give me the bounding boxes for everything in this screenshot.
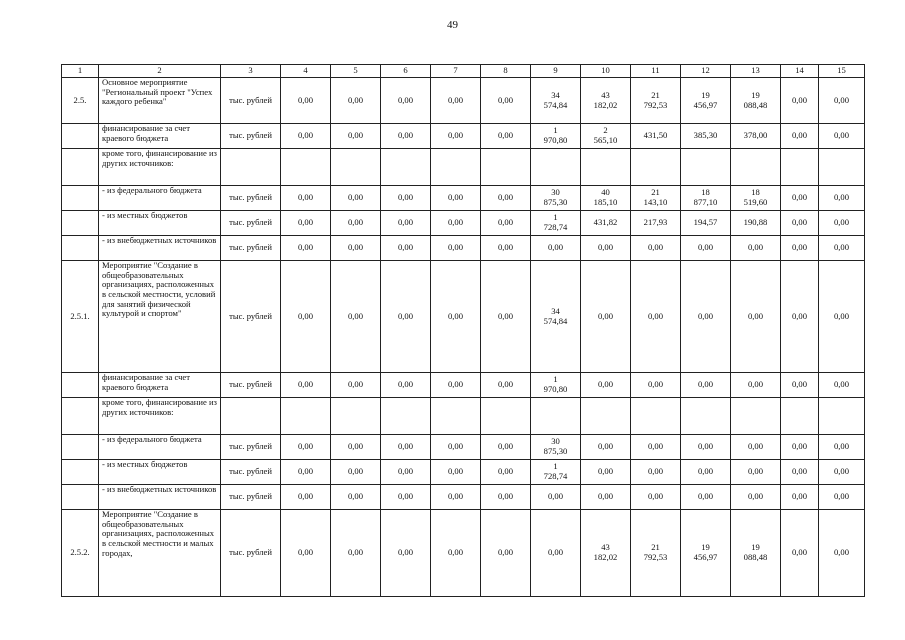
value-cell: 0,00 <box>681 460 731 485</box>
value-cell: 30 875,30 <box>531 186 581 211</box>
value-cell: 0,00 <box>781 124 819 149</box>
value-cell: 0,00 <box>781 211 819 236</box>
value-cell: 0,00 <box>281 78 331 124</box>
table-row <box>62 485 865 510</box>
value-cell: 0,00 <box>331 373 381 398</box>
value-cell: 0,00 <box>531 485 581 510</box>
value-cell: 0,00 <box>581 460 631 485</box>
value-cell: 0,00 <box>381 460 431 485</box>
row-number-cell <box>62 435 99 460</box>
value-cell: 0,00 <box>281 460 331 485</box>
unit-cell: тыс. рублей <box>221 78 281 124</box>
value-cell: 0,00 <box>819 78 865 124</box>
value-cell: 43 182,02 <box>581 78 631 124</box>
table-row <box>62 186 865 211</box>
value-cell: 0,00 <box>381 124 431 149</box>
header-cell: 3 <box>221 65 281 78</box>
value-cell: 19 088,48 <box>731 510 781 597</box>
row-number-cell: 2.5.2. <box>62 510 99 597</box>
value-cell: 0,00 <box>481 373 531 398</box>
value-cell: 0,00 <box>281 236 331 261</box>
value-cell: 0,00 <box>819 124 865 149</box>
header-cell: 7 <box>431 65 481 78</box>
value-cell: 0,00 <box>431 435 481 460</box>
value-cell: 0,00 <box>631 460 681 485</box>
row-number-cell <box>62 149 99 186</box>
value-cell <box>431 398 481 435</box>
value-cell: 0,00 <box>681 435 731 460</box>
header-cell: 14 <box>781 65 819 78</box>
row-name-cell: - из местных бюджетов <box>99 211 221 236</box>
value-cell <box>731 398 781 435</box>
value-cell: 0,00 <box>381 485 431 510</box>
value-cell: 0,00 <box>481 510 531 597</box>
value-cell: 190,88 <box>731 211 781 236</box>
value-cell <box>781 398 819 435</box>
value-cell: 0,00 <box>731 435 781 460</box>
row-name-cell: финансирование за счет краевого бюджета <box>99 124 221 149</box>
table-row <box>62 261 865 373</box>
value-cell: 0,00 <box>331 485 381 510</box>
table-row <box>62 398 865 435</box>
value-cell: 385,30 <box>681 124 731 149</box>
value-cell: 0,00 <box>331 435 381 460</box>
value-cell: 0,00 <box>331 510 381 597</box>
value-cell: 0,00 <box>819 435 865 460</box>
value-cell: 0,00 <box>819 373 865 398</box>
value-cell: 2 565,10 <box>581 124 631 149</box>
value-cell <box>819 398 865 435</box>
header-cell: 8 <box>481 65 531 78</box>
value-cell: 0,00 <box>781 261 819 373</box>
value-cell: 0,00 <box>581 485 631 510</box>
value-cell <box>431 149 481 186</box>
value-cell: 0,00 <box>281 124 331 149</box>
value-cell: 0,00 <box>731 261 781 373</box>
row-name-cell: Основное мероприятие "Региональный проект "Успех каждого ребенка" <box>99 78 221 124</box>
unit-cell: тыс. рублей <box>221 236 281 261</box>
value-cell: 0,00 <box>431 211 481 236</box>
value-cell: 0,00 <box>681 236 731 261</box>
header-cell: 2 <box>99 65 221 78</box>
value-cell <box>681 149 731 186</box>
value-cell <box>819 149 865 186</box>
value-cell: 0,00 <box>381 435 431 460</box>
unit-cell: тыс. рублей <box>221 124 281 149</box>
row-number-cell <box>62 460 99 485</box>
row-number-cell <box>62 124 99 149</box>
value-cell: 0,00 <box>481 186 531 211</box>
value-cell: 34 574,84 <box>531 261 581 373</box>
unit-cell: тыс. рублей <box>221 186 281 211</box>
value-cell: 0,00 <box>281 510 331 597</box>
value-cell: 0,00 <box>381 211 431 236</box>
value-cell <box>381 398 431 435</box>
value-cell: 0,00 <box>781 435 819 460</box>
table-row <box>62 211 865 236</box>
value-cell: 0,00 <box>781 236 819 261</box>
value-cell: 0,00 <box>281 485 331 510</box>
value-cell: 0,00 <box>331 261 381 373</box>
table-row <box>62 78 865 124</box>
value-cell: 0,00 <box>431 485 481 510</box>
row-name-cell: Мероприятие "Создание в общеобразовательных организациях, расположенных в сельской местности, условий для занятий физической культурой и спортом" <box>99 261 221 373</box>
table-row <box>62 510 865 597</box>
table-row <box>62 149 865 186</box>
value-cell <box>331 398 381 435</box>
value-cell: 0,00 <box>381 510 431 597</box>
value-cell: 0,00 <box>481 211 531 236</box>
value-cell: 0,00 <box>431 373 481 398</box>
value-cell: 0,00 <box>281 435 331 460</box>
table-row <box>62 460 865 485</box>
value-cell: 0,00 <box>381 78 431 124</box>
row-name-cell: - из федерального бюджета <box>99 435 221 460</box>
value-cell: 0,00 <box>731 236 781 261</box>
value-cell: 0,00 <box>781 186 819 211</box>
value-cell: 0,00 <box>431 78 481 124</box>
value-cell: 0,00 <box>481 460 531 485</box>
value-cell <box>581 149 631 186</box>
value-cell: 0,00 <box>481 78 531 124</box>
row-name-cell: кроме того, финансирование из других источников: <box>99 398 221 435</box>
value-cell: 21 792,53 <box>631 78 681 124</box>
row-name-cell: - из федерального бюджета <box>99 186 221 211</box>
value-cell: 21 792,53 <box>631 510 681 597</box>
value-cell <box>581 398 631 435</box>
unit-cell: тыс. рублей <box>221 211 281 236</box>
unit-cell: тыс. рублей <box>221 510 281 597</box>
row-name-cell: - из внебюджетных источников <box>99 485 221 510</box>
value-cell: 34 574,84 <box>531 78 581 124</box>
value-cell: 431,82 <box>581 211 631 236</box>
row-name-cell: кроме того, финансирование из других источников: <box>99 149 221 186</box>
value-cell <box>631 149 681 186</box>
value-cell <box>481 149 531 186</box>
value-cell: 0,00 <box>581 435 631 460</box>
value-cell <box>381 149 431 186</box>
row-name-cell: финансирование за счет краевого бюджета <box>99 373 221 398</box>
value-cell: 0,00 <box>381 373 431 398</box>
value-cell: 0,00 <box>819 261 865 373</box>
table-row <box>62 373 865 398</box>
unit-cell <box>221 149 281 186</box>
value-cell: 0,00 <box>631 261 681 373</box>
value-cell: 0,00 <box>481 261 531 373</box>
header-cell: 15 <box>819 65 865 78</box>
value-cell: 0,00 <box>781 485 819 510</box>
value-cell: 19 088,48 <box>731 78 781 124</box>
value-cell: 0,00 <box>581 373 631 398</box>
unit-cell: тыс. рублей <box>221 373 281 398</box>
row-number-cell <box>62 236 99 261</box>
value-cell: 0,00 <box>631 485 681 510</box>
row-name-cell: - из местных бюджетов <box>99 460 221 485</box>
row-number-cell <box>62 373 99 398</box>
value-cell: 30 875,30 <box>531 435 581 460</box>
header-row <box>62 65 865 78</box>
row-number-cell: 2.5. <box>62 78 99 124</box>
header-cell: 10 <box>581 65 631 78</box>
value-cell <box>481 398 531 435</box>
row-number-cell <box>62 186 99 211</box>
value-cell: 19 456,97 <box>681 510 731 597</box>
header-cell: 1 <box>62 65 99 78</box>
row-number-cell <box>62 211 99 236</box>
header-cell: 6 <box>381 65 431 78</box>
value-cell: 0,00 <box>331 124 381 149</box>
value-cell: 0,00 <box>631 236 681 261</box>
value-cell: 0,00 <box>381 236 431 261</box>
value-cell: 0,00 <box>331 186 381 211</box>
value-cell <box>781 149 819 186</box>
value-cell: 0,00 <box>781 78 819 124</box>
value-cell <box>531 149 581 186</box>
value-cell: 1 970,80 <box>531 373 581 398</box>
value-cell: 0,00 <box>731 485 781 510</box>
value-cell: 0,00 <box>531 236 581 261</box>
row-number-cell: 2.5.1. <box>62 261 99 373</box>
value-cell: 0,00 <box>581 236 631 261</box>
header-cell: 4 <box>281 65 331 78</box>
value-cell: 0,00 <box>281 261 331 373</box>
header-cell: 5 <box>331 65 381 78</box>
value-cell: 0,00 <box>431 460 481 485</box>
value-cell: 0,00 <box>431 510 481 597</box>
value-cell: 0,00 <box>331 236 381 261</box>
row-name-cell: - из внебюджетных источников <box>99 236 221 261</box>
value-cell: 0,00 <box>381 261 431 373</box>
value-cell: 0,00 <box>681 485 731 510</box>
value-cell <box>331 149 381 186</box>
value-cell: 0,00 <box>631 373 681 398</box>
value-cell: 0,00 <box>781 460 819 485</box>
value-cell: 0,00 <box>531 510 581 597</box>
row-number-cell <box>62 485 99 510</box>
value-cell: 378,00 <box>731 124 781 149</box>
row-name-cell: Мероприятие "Создание в общеобразовательных организациях, расположенных в сельской местности и малых городах, <box>99 510 221 597</box>
value-cell: 0,00 <box>781 510 819 597</box>
value-cell: 0,00 <box>731 373 781 398</box>
value-cell: 0,00 <box>819 460 865 485</box>
table-body <box>62 65 865 597</box>
unit-cell: тыс. рублей <box>221 460 281 485</box>
table-row <box>62 435 865 460</box>
value-cell <box>281 398 331 435</box>
value-cell: 0,00 <box>481 435 531 460</box>
value-cell: 0,00 <box>819 211 865 236</box>
row-number-cell <box>62 398 99 435</box>
unit-cell <box>221 398 281 435</box>
value-cell: 0,00 <box>281 373 331 398</box>
unit-cell: тыс. рублей <box>221 485 281 510</box>
value-cell: 0,00 <box>281 186 331 211</box>
value-cell: 43 182,02 <box>581 510 631 597</box>
value-cell <box>681 398 731 435</box>
value-cell: 0,00 <box>431 186 481 211</box>
value-cell: 0,00 <box>331 460 381 485</box>
value-cell: 0,00 <box>281 211 331 236</box>
value-cell: 18 519,60 <box>731 186 781 211</box>
value-cell: 0,00 <box>781 373 819 398</box>
value-cell: 21 143,10 <box>631 186 681 211</box>
value-cell: 19 456,97 <box>681 78 731 124</box>
value-cell: 0,00 <box>581 261 631 373</box>
value-cell: 0,00 <box>481 236 531 261</box>
value-cell: 0,00 <box>431 124 481 149</box>
value-cell <box>281 149 331 186</box>
value-cell: 0,00 <box>819 485 865 510</box>
value-cell: 0,00 <box>681 373 731 398</box>
value-cell: 0,00 <box>819 510 865 597</box>
value-cell: 1 728,74 <box>531 460 581 485</box>
budget-table <box>61 64 865 597</box>
value-cell <box>731 149 781 186</box>
value-cell: 0,00 <box>819 186 865 211</box>
header-cell: 9 <box>531 65 581 78</box>
value-cell: 40 185,10 <box>581 186 631 211</box>
value-cell: 217,93 <box>631 211 681 236</box>
value-cell: 0,00 <box>681 261 731 373</box>
value-cell: 0,00 <box>431 236 481 261</box>
page-number: 49 <box>447 19 458 31</box>
header-cell: 11 <box>631 65 681 78</box>
value-cell: 18 877,10 <box>681 186 731 211</box>
value-cell: 0,00 <box>331 78 381 124</box>
unit-cell: тыс. рублей <box>221 261 281 373</box>
value-cell: 194,57 <box>681 211 731 236</box>
value-cell: 0,00 <box>331 211 381 236</box>
table-row <box>62 124 865 149</box>
value-cell: 431,50 <box>631 124 681 149</box>
value-cell: 0,00 <box>381 186 431 211</box>
header-cell: 12 <box>681 65 731 78</box>
value-cell <box>631 398 681 435</box>
unit-cell: тыс. рублей <box>221 435 281 460</box>
value-cell: 0,00 <box>819 236 865 261</box>
value-cell <box>531 398 581 435</box>
header-cell: 13 <box>731 65 781 78</box>
value-cell: 0,00 <box>731 460 781 485</box>
value-cell: 0,00 <box>481 124 531 149</box>
value-cell: 0,00 <box>431 261 481 373</box>
value-cell: 1 970,80 <box>531 124 581 149</box>
value-cell: 0,00 <box>481 485 531 510</box>
table-row <box>62 236 865 261</box>
value-cell: 0,00 <box>631 435 681 460</box>
value-cell: 1 728,74 <box>531 211 581 236</box>
